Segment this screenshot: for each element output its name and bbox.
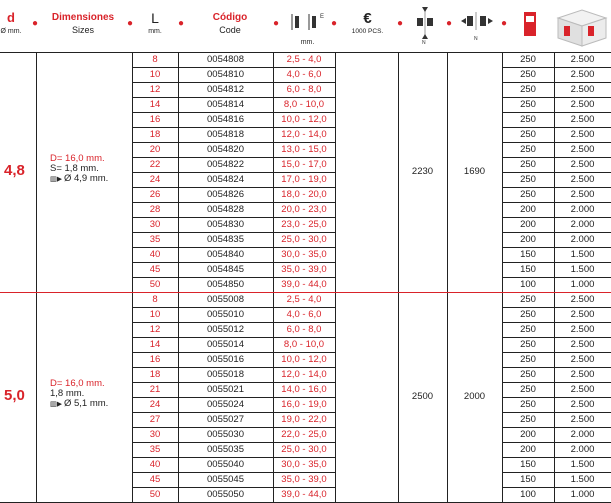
dim-line: D= 16,0 mm. — [50, 153, 105, 164]
range-cell: 6,0 - 8,0 — [286, 324, 322, 335]
box-qty-cell: 250 — [520, 99, 536, 110]
header-l-sub: mm. — [148, 28, 162, 35]
length-cell: 35 — [149, 444, 161, 455]
code-cell: 0054830 — [207, 219, 244, 230]
range-cell: 18,0 - 20,0 — [281, 189, 327, 200]
box-qty-cell: 150 — [520, 474, 536, 485]
dimensions-block — [50, 379, 108, 410]
range-cell: 4,0 - 6,0 — [286, 309, 322, 320]
code-cell: 0054822 — [207, 159, 244, 170]
length-cell: 30 — [149, 219, 161, 230]
shear-value: 2230 — [411, 166, 434, 177]
header-dot: ● — [331, 18, 338, 29]
box-qty-cell: 250 — [520, 129, 536, 140]
code-cell: 0055008 — [207, 294, 244, 305]
length-cell: 20 — [149, 144, 161, 155]
length-cell: 10 — [149, 309, 161, 320]
box-qty-cell: 250 — [520, 114, 536, 125]
range-cell: 2,5 - 4,0 — [286, 294, 322, 305]
code-cell: 0055018 — [207, 369, 244, 380]
dimensions-block — [50, 154, 108, 185]
length-cell: 50 — [149, 279, 161, 290]
code-cell: 0055021 — [207, 384, 244, 395]
diameter-value: 5,0 — [4, 387, 25, 404]
box-qty-cell: 200 — [520, 444, 536, 455]
range-cell: 2,5 - 4,0 — [286, 54, 322, 65]
length-cell: 45 — [149, 264, 161, 275]
code-cell: 0055045 — [207, 474, 244, 485]
column-divider — [398, 52, 399, 502]
column-divider — [447, 52, 448, 502]
carton-qty-cell: 2.500 — [570, 399, 595, 410]
carton-qty-cell: 2.500 — [570, 99, 595, 110]
range-cell: 25,0 - 30,0 — [281, 444, 327, 455]
carton-qty-cell: 2.000 — [570, 444, 595, 455]
carton-qty-cell: 2.500 — [570, 144, 595, 155]
range-cell: 39,0 - 44,0 — [281, 489, 327, 500]
carton-qty-cell: 1.500 — [570, 459, 595, 470]
header-range — [285, 0, 330, 52]
range-cell: 25,0 - 30,0 — [281, 234, 327, 245]
box-qty-cell: 250 — [520, 399, 536, 410]
range-cell: 30,0 - 35,0 — [281, 249, 327, 260]
header-code-sub: Code — [219, 25, 241, 35]
range-cell: 4,0 - 6,0 — [286, 69, 322, 80]
box-qty-cell: 250 — [520, 69, 536, 80]
range-cell: 35,0 - 39,0 — [281, 264, 327, 275]
carton-qty-cell: 2.500 — [570, 354, 595, 365]
box-qty-cell: 250 — [520, 384, 536, 395]
box-qty-cell: 250 — [520, 354, 536, 365]
header-dim-sub: Sizes — [71, 25, 94, 35]
range-cell: 14,0 - 16,0 — [281, 384, 327, 395]
header-price — [340, 0, 395, 52]
header-box-small — [510, 0, 550, 52]
euro-icon: € — [363, 10, 372, 27]
carton-qty-cell: 2.500 — [570, 339, 595, 350]
tensile-value: 1690 — [463, 166, 486, 177]
code-cell: 0054812 — [207, 84, 244, 95]
code-cell: 0054824 — [207, 174, 244, 185]
column-divider — [335, 52, 336, 502]
header-dot: ● — [273, 18, 280, 29]
dim-line-text: Ø 4,9 mm. — [63, 173, 109, 184]
length-cell: 8 — [152, 54, 158, 65]
box-qty-cell: 100 — [520, 489, 536, 500]
range-cell: 35,0 - 39,0 — [281, 474, 327, 485]
length-cell: 22 — [149, 159, 161, 170]
header-dot: ● — [127, 18, 134, 29]
drill-bit-icon: ▥▶ — [50, 401, 64, 408]
tensile-n-label: N — [474, 36, 478, 42]
range-cell: 8,0 - 10,0 — [283, 339, 325, 350]
carton-qty-cell: 1.500 — [570, 474, 595, 485]
code-cell: 0055016 — [207, 354, 244, 365]
small-box-icon — [510, 8, 550, 48]
range-cell: 12,0 - 14,0 — [281, 129, 327, 140]
box-qty-cell: 200 — [520, 219, 536, 230]
carton-qty-cell: 2.000 — [570, 204, 595, 215]
length-cell: 45 — [149, 474, 161, 485]
range-cell: 6,0 - 8,0 — [286, 84, 322, 95]
diameter-value: 4,8 — [4, 162, 25, 179]
shear-value: 2500 — [411, 391, 434, 402]
tensile-force-icon — [455, 4, 500, 44]
dim-line: D= 16,0 mm. — [50, 378, 105, 389]
box-qty-cell: 100 — [520, 279, 536, 290]
box-qty-cell: 250 — [520, 84, 536, 95]
header-range-sub: mm. — [300, 39, 315, 46]
box-qty-cell: 200 — [520, 204, 536, 215]
range-cell: 10,0 - 12,0 — [281, 354, 327, 365]
carton-qty-cell: 2.500 — [570, 384, 595, 395]
carton-qty-cell: 2.500 — [570, 174, 595, 185]
code-cell: 0054840 — [207, 249, 244, 260]
carton-qty-cell: 2.500 — [570, 294, 595, 305]
box-qty-cell: 150 — [520, 264, 536, 275]
range-cell: 17,0 - 19,0 — [281, 174, 327, 185]
length-cell: 18 — [149, 369, 161, 380]
carton-qty-cell: 1.500 — [570, 264, 595, 275]
drill-range-icon — [285, 8, 330, 38]
carton-qty-cell: 2.500 — [570, 129, 595, 140]
carton-qty-cell: 2.500 — [570, 84, 595, 95]
range-cell: 8,0 - 10,0 — [283, 99, 325, 110]
length-cell: 24 — [149, 174, 161, 185]
header-dim-label: Dimensiones — [51, 12, 115, 23]
range-cell: 30,0 - 35,0 — [281, 459, 327, 470]
code-cell: 0055012 — [207, 324, 244, 335]
code-cell: 0054828 — [207, 204, 244, 215]
header-d-label: d — [7, 10, 15, 25]
length-cell: 10 — [149, 69, 161, 80]
tensile-value: 2000 — [463, 391, 486, 402]
box-qty-cell: 250 — [520, 324, 536, 335]
box-qty-cell: 250 — [520, 369, 536, 380]
carton-qty-cell: 2.500 — [570, 159, 595, 170]
length-cell: 28 — [149, 204, 161, 215]
range-cell: 10,0 - 12,0 — [281, 114, 327, 125]
header-d-sub: Ø mm. — [0, 28, 22, 35]
box-qty-cell: 250 — [520, 159, 536, 170]
header-l-label: L — [151, 10, 159, 26]
range-cell: 13,0 - 15,0 — [281, 144, 327, 155]
code-cell: 0055027 — [207, 414, 244, 425]
header-dot: ● — [397, 18, 404, 29]
header-dot: ● — [32, 18, 39, 29]
header-dot: ● — [501, 18, 508, 29]
drill-bit-icon: ▥▶ — [50, 176, 64, 183]
code-cell: 0055030 — [207, 429, 244, 440]
range-cell: 39,0 - 44,0 — [281, 279, 327, 290]
length-cell: 14 — [149, 99, 161, 110]
box-qty-cell: 250 — [520, 174, 536, 185]
length-cell: 50 — [149, 489, 161, 500]
code-cell: 0054808 — [207, 54, 244, 65]
box-qty-cell: 250 — [520, 414, 536, 425]
box-qty-cell: 200 — [520, 234, 536, 245]
code-cell: 0054814 — [207, 99, 244, 110]
header-dimensions — [42, 0, 124, 52]
length-cell: 16 — [149, 354, 161, 365]
large-box-icon — [552, 4, 611, 48]
dim-line-text: Ø 5,1 mm. — [63, 398, 109, 409]
box-qty-cell: 250 — [520, 309, 536, 320]
header-l — [140, 0, 170, 52]
code-cell: 0054835 — [207, 234, 244, 245]
range-cell: 20,0 - 23,0 — [281, 204, 327, 215]
code-cell: 0054810 — [207, 69, 244, 80]
range-cell: 19,0 - 22,0 — [281, 414, 327, 425]
header-code-label: Código — [212, 12, 248, 23]
range-cell: 12,0 - 14,0 — [281, 369, 327, 380]
box-qty-cell: 250 — [520, 54, 536, 65]
dim-line — [50, 399, 108, 410]
carton-qty-cell: 2.500 — [570, 324, 595, 335]
box-qty-cell: 150 — [520, 459, 536, 470]
code-cell: 0054820 — [207, 144, 244, 155]
box-qty-cell: 250 — [520, 294, 536, 305]
code-cell: 0055035 — [207, 444, 244, 455]
length-cell: 24 — [149, 399, 161, 410]
code-cell: 0054818 — [207, 129, 244, 140]
code-cell: 0054826 — [207, 189, 244, 200]
code-cell: 0054845 — [207, 264, 244, 275]
header-box-large — [552, 0, 611, 52]
carton-qty-cell: 2.500 — [570, 54, 595, 65]
carton-qty-cell: 1.000 — [570, 279, 595, 290]
length-cell: 12 — [149, 84, 161, 95]
code-cell: 0054850 — [207, 279, 244, 290]
range-cell: 23,0 - 25,0 — [281, 219, 327, 230]
length-cell: 8 — [152, 294, 158, 305]
code-cell: 0055040 — [207, 459, 244, 470]
carton-qty-cell: 2.000 — [570, 234, 595, 245]
header-tensile — [455, 0, 500, 52]
header-dot: ● — [178, 18, 185, 29]
length-cell: 16 — [149, 114, 161, 125]
code-cell: 0055014 — [207, 339, 244, 350]
header-price-sub: 1000 PCS. — [351, 28, 384, 35]
length-cell: 12 — [149, 324, 161, 335]
code-cell: 0055024 — [207, 399, 244, 410]
length-cell: 30 — [149, 429, 161, 440]
shear-n-label: N — [422, 40, 426, 44]
length-cell: 18 — [149, 129, 161, 140]
carton-qty-cell: 2.500 — [570, 69, 595, 80]
header-shear — [405, 0, 445, 52]
carton-qty-cell: 2.500 — [570, 369, 595, 380]
length-cell: 14 — [149, 339, 161, 350]
box-qty-cell: 250 — [520, 339, 536, 350]
length-cell: 35 — [149, 234, 161, 245]
length-cell: 21 — [149, 384, 161, 395]
box-qty-cell: 250 — [520, 144, 536, 155]
header-code — [190, 0, 270, 52]
range-cell: 22,0 - 25,0 — [281, 429, 327, 440]
box-qty-cell: 150 — [520, 249, 536, 260]
table-header — [0, 0, 611, 52]
code-cell: 0054816 — [207, 114, 244, 125]
box-qty-cell: 250 — [520, 189, 536, 200]
shear-force-icon — [405, 4, 445, 44]
code-cell: 0055050 — [207, 489, 244, 500]
carton-qty-cell: 1.000 — [570, 489, 595, 500]
header-dot: ● — [446, 18, 453, 29]
length-cell: 40 — [149, 459, 161, 470]
length-cell: 26 — [149, 189, 161, 200]
carton-qty-cell: 2.500 — [570, 114, 595, 125]
range-e-label: E — [320, 14, 325, 20]
length-cell: 27 — [149, 414, 161, 425]
range-cell: 15,0 - 17,0 — [281, 159, 327, 170]
carton-qty-cell: 2.500 — [570, 414, 595, 425]
code-cell: 0055010 — [207, 309, 244, 320]
box-qty-cell: 200 — [520, 429, 536, 440]
carton-qty-cell: 1.500 — [570, 249, 595, 260]
carton-qty-cell: 2.500 — [570, 309, 595, 320]
carton-qty-cell: 2.000 — [570, 219, 595, 230]
header-d — [0, 0, 22, 52]
range-cell: 16,0 - 19,0 — [281, 399, 327, 410]
dim-line — [50, 174, 108, 185]
length-cell: 40 — [149, 249, 161, 260]
column-divider — [36, 52, 37, 502]
dim-line: 1,8 mm. — [50, 388, 85, 399]
dim-line: S= 1,8 mm. — [50, 163, 99, 174]
carton-qty-cell: 2.500 — [570, 189, 595, 200]
carton-qty-cell: 2.000 — [570, 429, 595, 440]
